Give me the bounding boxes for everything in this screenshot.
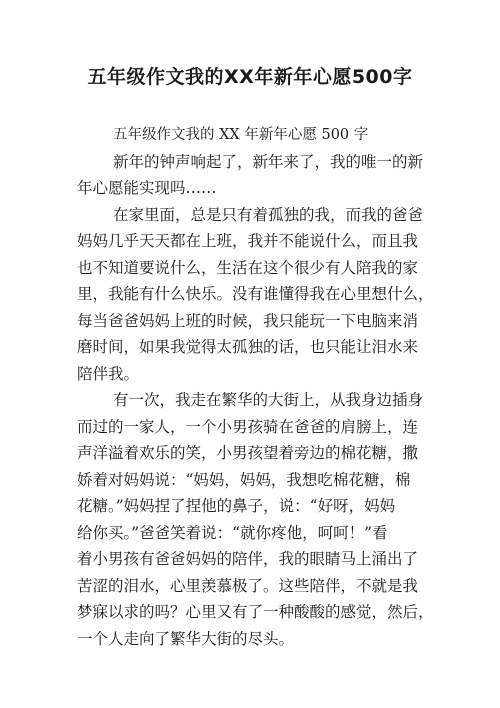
document-title: 五年级作文我的XX年新年心愿500字: [87, 66, 413, 88]
paragraph-line: 着小男孩有爸爸妈妈的陪伴，我的眼睛马上涌出了: [77, 550, 419, 568]
paragraph-line: 在家里面，总是只有着孤独的我，而我的爸爸: [113, 205, 424, 224]
paragraph-line: 一个人走向了繁华大街的尽头。: [77, 629, 295, 648]
paragraph-line: 苦涩的泪水，心里羡慕极了。这些陪伴，不就是我: [77, 576, 419, 595]
paragraph-line: 每当爸爸妈妈上班的时候，我只能玩一下电脑来消: [77, 311, 419, 330]
paragraph-line: 妈妈几乎天天都在上班，我并不能说什么，而且我: [77, 232, 419, 250]
paragraph-line: 声洋溢着欢乐的笑，小男孩望着旁边的棉花糖，撒: [77, 444, 419, 462]
article-subtitle: 五年级作文我的 XX 年新年心愿 500 字: [113, 127, 369, 143]
paragraph-line: 有一次，我走在繁华的大街上，从我身边插身: [113, 391, 424, 409]
paragraph-line: 也不知道要说什么，生活在这个很少有人陪我的家: [77, 258, 419, 277]
paragraph-line: 给你买。”爸爸笑着说：“就你疼他，呵呵！”看: [77, 523, 388, 542]
paragraph-line: 里，我能有什么快乐。没有谁懂得我在心里想什么，: [77, 285, 434, 303]
paragraph-line: 新年的钟声响起了，新年来了，我的唯一的新: [113, 152, 424, 171]
paragraph-line: 梦寐以求的吗？心里又有了一种酸酸的感觉，然后，: [77, 603, 434, 621]
paragraph-line: 娇着对妈妈说：“妈妈，妈妈，我想吃棉花糖，棉: [77, 470, 411, 489]
paragraph-line: 年心愿能实现吗……: [77, 179, 217, 197]
paragraph-line: 而过的一家人，一个小男孩骑在爸爸的肩膀上，连: [77, 417, 419, 436]
paragraph-line: 陪伴我。: [77, 364, 140, 383]
paragraph-line: 花糖。”妈妈捏了捏他的鼻子，说：“好呀，妈妈: [77, 497, 396, 515]
article-body: [77, 122, 437, 652]
paragraph-line: 磨时间，如果我觉得太孤独的话，也只能让泪水来: [77, 338, 419, 356]
